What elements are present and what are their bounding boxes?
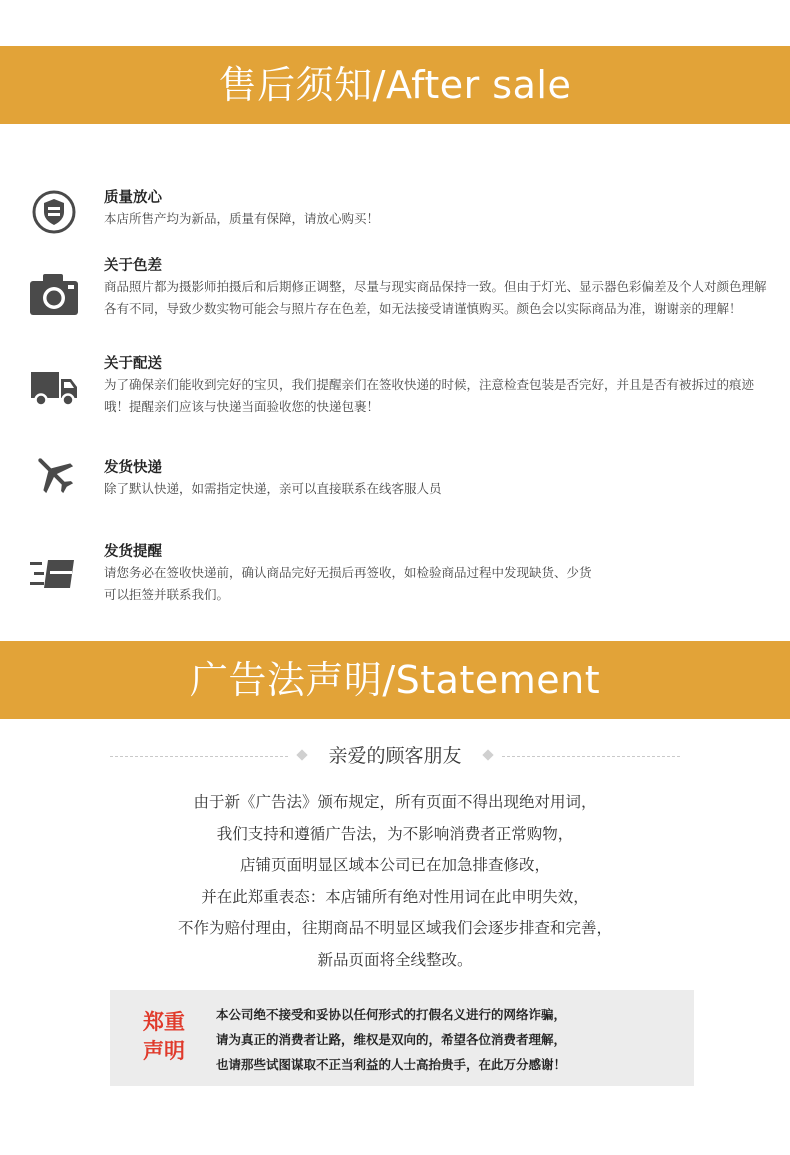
after-sale-title: 售后须知/After sale [218, 63, 572, 107]
notice-line: 也请那些试图谋取不正当利益的人士高抬贵手，在此万分感谢！ [216, 1057, 567, 1072]
label-line: 声明 [143, 1039, 185, 1063]
item-body [104, 562, 769, 606]
statement-line: 不作为赔付理由，往期商品不明显区域我们会逐步排查和完善， [177, 919, 612, 937]
notice-line: 请为真正的消费者让路，维权是双向的，希望各位消费者理解， [216, 1032, 567, 1047]
dashed-divider [502, 756, 680, 757]
item-body: 为了确保亲们能收到完好的宝贝，我们提醒亲们在签收快递的时候，注意检查包装是否完好，并且是否有被拆过的痕迹哦！提醒亲们应该与快递当面验收您的快递包裹！ [104, 377, 755, 414]
statement-line: 我们支持和遵循广告法，为不影响消费者正常购物， [216, 824, 574, 843]
solemn-declaration-box [110, 990, 694, 1086]
item-body-line: 可以拒签并联系我们。 [104, 587, 230, 602]
item-body-line: 请您务必在签收快递前，确认商品完好无损后再签收，如检验商品过程中发现缺货、少货 [104, 565, 592, 580]
item-body: 除了默认快递，如需指定快递，亲可以直接联系在线客服人员 [104, 481, 442, 496]
statement-heading: 亲爱的顾客朋友 [328, 745, 462, 767]
statement-line: 新品页面将全线整改。 [317, 950, 473, 969]
after-sale-banner [0, 46, 790, 124]
item-title: 发货快递 [104, 460, 162, 476]
airplane-icon [28, 450, 80, 498]
statement-line: 由于新《广告法》颁布规定，所有页面不得出现绝对用词， [193, 793, 597, 811]
item-title: 关于配送 [104, 356, 162, 372]
item-title: 关于色差 [104, 258, 162, 274]
truck-icon [28, 364, 80, 412]
solemn-declaration-text [216, 1002, 686, 1077]
statement-heading-row [110, 742, 680, 770]
item-body: 本店所售产均为新品，质量有保障，请放心购买！ [104, 211, 380, 226]
statement-title: 广告法声明/Statement [189, 658, 601, 702]
solemn-declaration-label [134, 1008, 194, 1066]
statement-line: 并在此郑重表态：本店铺所有绝对性用词在此申明失效， [201, 887, 589, 906]
fast-box-icon [28, 552, 80, 600]
statement-text [0, 787, 790, 976]
item-title: 发货提醒 [104, 544, 162, 560]
camera-icon [28, 270, 80, 318]
notice-line: 本公司绝不接受和妥协以任何形式的打假名义进行的网络诈骗， [216, 1007, 567, 1022]
item-title: 质量放心 [104, 190, 162, 206]
label-line: 郑重 [143, 1010, 185, 1034]
item-body: 商品照片都为摄影师拍摄后和后期修正调整，尽量与现实商品保持一致。但由于灯光、显示器色彩偏差及个人对颜色理解各有不同，导致少数实物可能会与照片存在色差，如无法接受请谨慎购买。颜色会以实际商品为准，谢谢亲的理解！ [104, 279, 767, 316]
statement-banner [0, 641, 790, 719]
shield-icon [28, 188, 80, 236]
statement-line: 店铺页面明显区域本公司已在加急排查修改， [239, 856, 550, 874]
